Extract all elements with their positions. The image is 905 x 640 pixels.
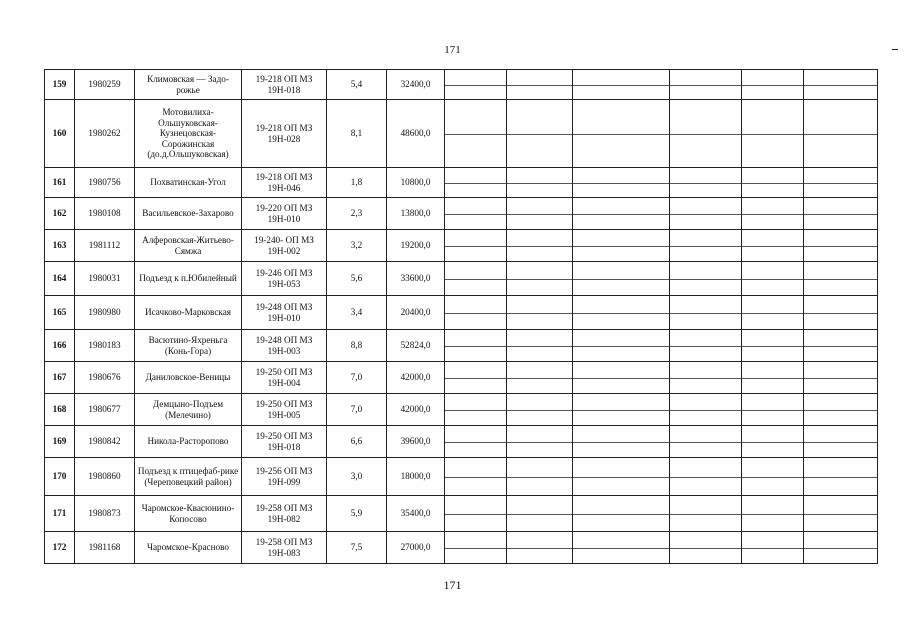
road-code: 19-240- ОП МЗ 19Н-002 (242, 230, 327, 262)
row-number: 168 (45, 394, 75, 426)
dash-line (670, 134, 741, 135)
dash-line (804, 246, 877, 247)
row-number: 169 (45, 426, 75, 458)
table-row (45, 70, 878, 100)
empty-cell (804, 262, 878, 296)
empty-cell (670, 100, 742, 168)
empty-cell (742, 100, 804, 168)
table-row (45, 394, 878, 426)
road-cost: 35400,0 (387, 496, 445, 532)
dash-line (507, 183, 572, 184)
empty-cell (804, 198, 878, 230)
empty-cell (804, 532, 878, 564)
table-row (45, 496, 878, 532)
empty-cell (573, 394, 670, 426)
dash-line (670, 183, 741, 184)
dash-line (670, 442, 741, 443)
road-cost: 42000,0 (387, 394, 445, 426)
empty-cell (804, 458, 878, 496)
row-number: 172 (45, 532, 75, 564)
road-name: Алферовская-Житьево-Сямжа (135, 230, 242, 262)
road-name: Даниловское-Веницы (135, 362, 242, 394)
dash-line (507, 214, 572, 215)
dash-line (507, 134, 572, 135)
road-id: 1980980 (75, 296, 135, 330)
empty-cell (742, 496, 804, 532)
dash-line (670, 246, 741, 247)
dash-line (742, 477, 803, 478)
table-row (45, 532, 878, 564)
dash-line (445, 514, 506, 515)
dash-line (742, 548, 803, 549)
dash-line (573, 548, 669, 549)
empty-cell (742, 168, 804, 198)
dash-line (445, 378, 506, 379)
empty-cell (670, 168, 742, 198)
empty-cell (573, 262, 670, 296)
dash-line (445, 346, 506, 347)
road-length: 7,0 (327, 362, 387, 394)
road-id: 1980873 (75, 496, 135, 532)
empty-cell (573, 496, 670, 532)
road-code: 19-218 ОП МЗ 19Н-046 (242, 168, 327, 198)
dash-line (445, 85, 506, 86)
road-length: 7,0 (327, 394, 387, 426)
empty-cell (507, 230, 573, 262)
empty-cell (445, 296, 507, 330)
road-id: 1980677 (75, 394, 135, 426)
dash-line (804, 85, 877, 86)
empty-cell (445, 198, 507, 230)
empty-cell (670, 330, 742, 362)
road-name: Васютино-Яхреньга (Конь-Гора) (135, 330, 242, 362)
row-number: 162 (45, 198, 75, 230)
dash-line (804, 548, 877, 549)
dash-line (445, 442, 506, 443)
empty-cell (445, 532, 507, 564)
dash-line (742, 442, 803, 443)
road-id: 1980031 (75, 262, 135, 296)
empty-cell (445, 100, 507, 168)
empty-cell (804, 362, 878, 394)
dash-line (445, 134, 506, 135)
empty-cell (670, 458, 742, 496)
dash-line (804, 477, 877, 478)
road-name: Исачково-Марковская (135, 296, 242, 330)
dash-line (742, 313, 803, 314)
road-id: 1980108 (75, 198, 135, 230)
empty-cell (670, 70, 742, 100)
dash-line (742, 410, 803, 411)
row-number: 159 (45, 70, 75, 100)
empty-cell (804, 100, 878, 168)
dash-line (445, 548, 506, 549)
road-name: Никола-Расторопово (135, 426, 242, 458)
dash-line (507, 477, 572, 478)
road-id: 1980259 (75, 70, 135, 100)
road-length: 3,4 (327, 296, 387, 330)
dash-line (573, 85, 669, 86)
empty-cell (804, 330, 878, 362)
empty-cell (804, 70, 878, 100)
dash-line (804, 378, 877, 379)
dash-line (804, 346, 877, 347)
empty-cell (507, 532, 573, 564)
empty-cell (507, 70, 573, 100)
road-cost: 10800,0 (387, 168, 445, 198)
road-id: 1980676 (75, 362, 135, 394)
empty-cell (573, 330, 670, 362)
road-code: 19-258 ОП МЗ 19Н-082 (242, 496, 327, 532)
dash-line (507, 279, 572, 280)
road-length: 5,6 (327, 262, 387, 296)
empty-cell (445, 230, 507, 262)
table-row (45, 458, 878, 496)
road-length: 5,4 (327, 70, 387, 100)
empty-cell (573, 426, 670, 458)
dash-line (445, 410, 506, 411)
dash-line (445, 279, 506, 280)
road-code: 19-250 ОП МЗ 19Н-018 (242, 426, 327, 458)
dash-line (573, 514, 669, 515)
empty-cell (804, 296, 878, 330)
empty-cell (445, 362, 507, 394)
margin-dash (892, 49, 898, 50)
empty-cell (573, 532, 670, 564)
dash-line (573, 477, 669, 478)
empty-cell (670, 496, 742, 532)
table-row (45, 362, 878, 394)
road-code: 19-218 ОП МЗ 19Н-018 (242, 70, 327, 100)
table-row (45, 230, 878, 262)
road-name: Чаромское-Красново (135, 532, 242, 564)
dash-line (804, 214, 877, 215)
empty-cell (742, 230, 804, 262)
empty-cell (507, 330, 573, 362)
road-id: 1980756 (75, 168, 135, 198)
dash-line (742, 246, 803, 247)
dash-line (573, 442, 669, 443)
road-length: 1,8 (327, 168, 387, 198)
road-name: Чаромское-Квасюнино-Копосово (135, 496, 242, 532)
dash-line (804, 442, 877, 443)
dash-line (742, 134, 803, 135)
dash-line (742, 279, 803, 280)
empty-cell (742, 296, 804, 330)
table-row (45, 262, 878, 296)
dash-line (742, 346, 803, 347)
road-length: 6,6 (327, 426, 387, 458)
road-cost: 13800,0 (387, 198, 445, 230)
empty-cell (742, 426, 804, 458)
empty-cell (445, 496, 507, 532)
empty-cell (507, 168, 573, 198)
dash-line (670, 279, 741, 280)
page-number-top: 171 (444, 44, 461, 56)
dash-line (670, 548, 741, 549)
dash-line (507, 514, 572, 515)
empty-cell (742, 330, 804, 362)
dash-line (670, 313, 741, 314)
empty-cell (670, 296, 742, 330)
dash-line (804, 183, 877, 184)
road-length: 8,8 (327, 330, 387, 362)
dash-line (445, 477, 506, 478)
road-cost: 52824,0 (387, 330, 445, 362)
road-id: 1980860 (75, 458, 135, 496)
empty-cell (507, 394, 573, 426)
road-length: 5,9 (327, 496, 387, 532)
empty-cell (445, 458, 507, 496)
dash-line (573, 134, 669, 135)
dash-line (804, 279, 877, 280)
empty-cell (445, 330, 507, 362)
dash-line (670, 85, 741, 86)
empty-cell (804, 496, 878, 532)
road-cost: 20400,0 (387, 296, 445, 330)
road-length: 7,5 (327, 532, 387, 564)
road-cost: 32400,0 (387, 70, 445, 100)
empty-cell (445, 262, 507, 296)
table-row (45, 296, 878, 330)
dash-line (742, 214, 803, 215)
table-row (45, 426, 878, 458)
road-length: 8,1 (327, 100, 387, 168)
table-row (45, 330, 878, 362)
dash-line (445, 246, 506, 247)
road-id: 1980183 (75, 330, 135, 362)
dash-line (742, 183, 803, 184)
row-number: 163 (45, 230, 75, 262)
row-number: 166 (45, 330, 75, 362)
road-name: Мотовилиха-Ольшуковская-Кузнецовская-Сорожинская (до.д.Ольшуковская) (135, 100, 242, 168)
road-length: 3,0 (327, 458, 387, 496)
dash-line (507, 246, 572, 247)
table-row (45, 198, 878, 230)
dash-line (804, 410, 877, 411)
dash-line (670, 346, 741, 347)
dash-line (804, 313, 877, 314)
road-name: Климовская — Задо-рожье (135, 70, 242, 100)
road-cost: 33600,0 (387, 262, 445, 296)
road-code: 19-218 ОП МЗ 19Н-028 (242, 100, 327, 168)
row-number: 167 (45, 362, 75, 394)
empty-cell (445, 70, 507, 100)
road-code: 19-256 ОП МЗ 19Н-099 (242, 458, 327, 496)
dash-line (573, 346, 669, 347)
dash-line (445, 183, 506, 184)
road-code: 19-246 ОП МЗ 19Н-053 (242, 262, 327, 296)
road-name: Подъезд к п.Юбилейный (135, 262, 242, 296)
dash-line (507, 442, 572, 443)
road-cost: 48600,0 (387, 100, 445, 168)
dash-line (507, 548, 572, 549)
empty-cell (507, 496, 573, 532)
dash-line (670, 477, 741, 478)
empty-cell (670, 426, 742, 458)
row-number: 160 (45, 100, 75, 168)
empty-cell (670, 394, 742, 426)
empty-cell (507, 100, 573, 168)
road-name: Демцыно-Подъем (Мелечино) (135, 394, 242, 426)
empty-cell (742, 532, 804, 564)
row-number: 171 (45, 496, 75, 532)
dash-line (670, 410, 741, 411)
empty-cell (573, 458, 670, 496)
dash-line (742, 514, 803, 515)
dash-line (573, 279, 669, 280)
empty-cell (670, 532, 742, 564)
road-cost: 18000,0 (387, 458, 445, 496)
road-cost: 39600,0 (387, 426, 445, 458)
road-cost: 42000,0 (387, 362, 445, 394)
row-number: 165 (45, 296, 75, 330)
dash-line (507, 378, 572, 379)
empty-cell (670, 230, 742, 262)
empty-cell (670, 262, 742, 296)
dash-line (670, 378, 741, 379)
road-length: 3,2 (327, 230, 387, 262)
dash-line (507, 313, 572, 314)
dash-line (573, 313, 669, 314)
dash-line (507, 85, 572, 86)
empty-cell (573, 198, 670, 230)
empty-cell (670, 198, 742, 230)
road-code: 19-250 ОП МЗ 19Н-005 (242, 394, 327, 426)
empty-cell (804, 168, 878, 198)
dash-line (804, 514, 877, 515)
table-row (45, 100, 878, 168)
road-register-table (44, 69, 878, 564)
empty-cell (804, 426, 878, 458)
empty-cell (573, 70, 670, 100)
empty-cell (573, 100, 670, 168)
empty-cell (507, 296, 573, 330)
dash-line (670, 514, 741, 515)
empty-cell (804, 230, 878, 262)
empty-cell (742, 262, 804, 296)
road-id: 1980262 (75, 100, 135, 168)
empty-cell (742, 198, 804, 230)
dash-line (445, 313, 506, 314)
road-cost: 19200,0 (387, 230, 445, 262)
empty-cell (507, 426, 573, 458)
road-name: Подъезд к птицефаб-рике (Череповецкий район) (135, 458, 242, 496)
road-code: 19-248 ОП МЗ 19Н-003 (242, 330, 327, 362)
road-code: 19-220 ОП МЗ 19Н-010 (242, 198, 327, 230)
road-id: 1980842 (75, 426, 135, 458)
road-code: 19-248 ОП МЗ 19Н-010 (242, 296, 327, 330)
dash-line (445, 214, 506, 215)
empty-cell (742, 394, 804, 426)
empty-cell (507, 458, 573, 496)
empty-cell (573, 168, 670, 198)
road-cost: 27000,0 (387, 532, 445, 564)
road-length: 2,3 (327, 198, 387, 230)
dash-line (573, 378, 669, 379)
road-name: Васильевское-Захарово (135, 198, 242, 230)
table-row (45, 168, 878, 198)
empty-cell (573, 296, 670, 330)
dash-line (573, 246, 669, 247)
empty-cell (670, 362, 742, 394)
dash-line (573, 214, 669, 215)
road-id: 1981168 (75, 532, 135, 564)
empty-cell (507, 362, 573, 394)
row-number: 164 (45, 262, 75, 296)
empty-cell (742, 362, 804, 394)
empty-cell (573, 230, 670, 262)
page-number-bottom: 171 (443, 578, 462, 592)
row-number: 170 (45, 458, 75, 496)
dash-line (804, 134, 877, 135)
road-id: 1981112 (75, 230, 135, 262)
empty-cell (804, 394, 878, 426)
road-name: Похватинская-Угол (135, 168, 242, 198)
empty-cell (445, 168, 507, 198)
road-code: 19-250 ОП МЗ 19Н-004 (242, 362, 327, 394)
dash-line (507, 410, 572, 411)
empty-cell (507, 198, 573, 230)
empty-cell (742, 458, 804, 496)
empty-cell (445, 394, 507, 426)
dash-line (573, 183, 669, 184)
empty-cell (445, 426, 507, 458)
dash-line (507, 346, 572, 347)
dash-line (742, 85, 803, 86)
dash-line (742, 378, 803, 379)
empty-cell (742, 70, 804, 100)
empty-cell (507, 262, 573, 296)
road-code: 19-258 ОП МЗ 19Н-083 (242, 532, 327, 564)
dash-line (670, 214, 741, 215)
dash-line (573, 410, 669, 411)
row-number: 161 (45, 168, 75, 198)
empty-cell (573, 362, 670, 394)
